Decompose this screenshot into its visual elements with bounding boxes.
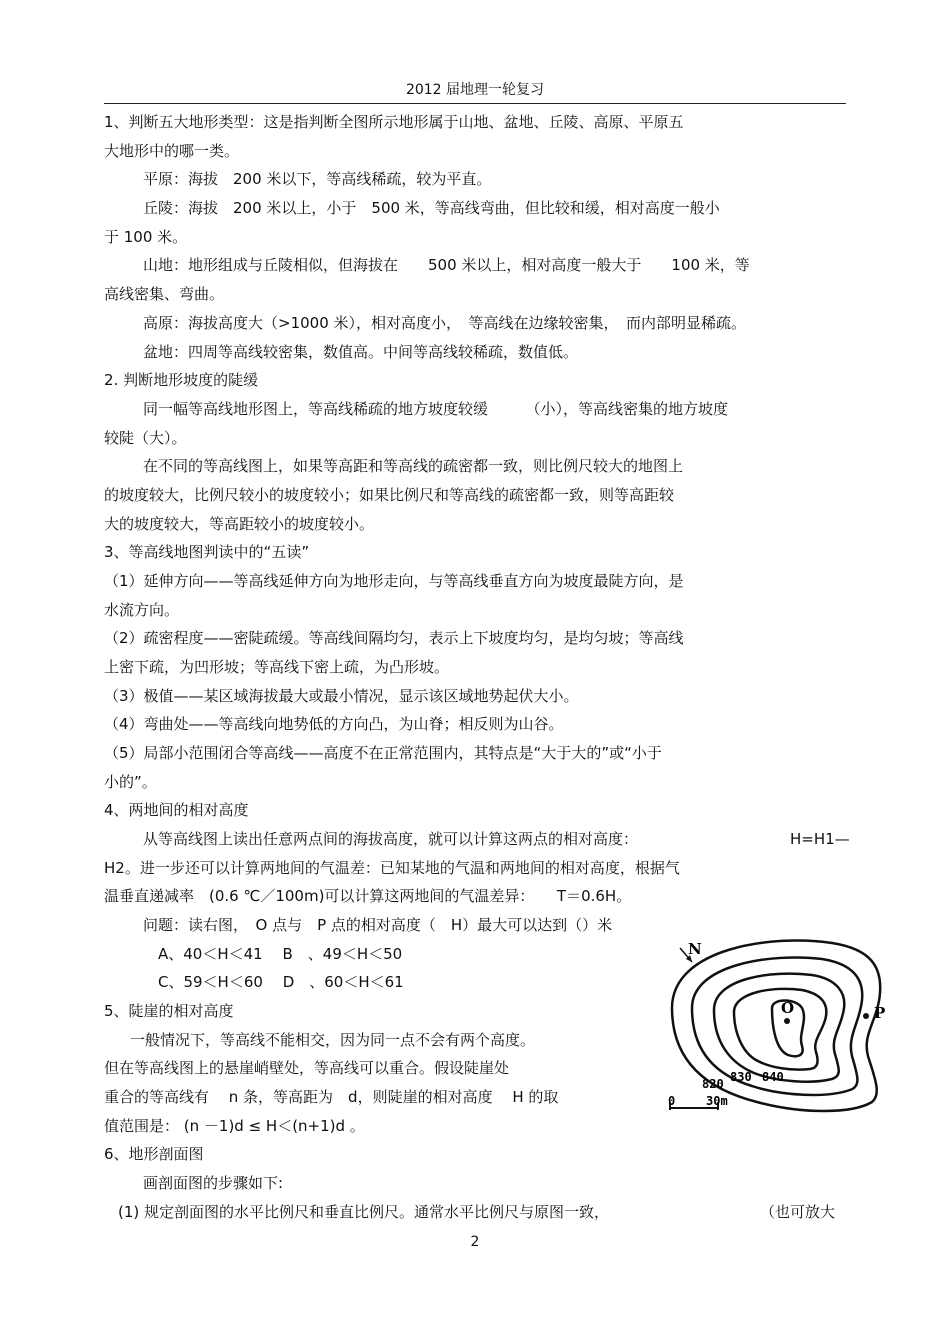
page-number: 2 [470, 1234, 480, 1250]
text-line: （3）极值——某区域海拔最大或最小情况，显示该区域地势起伏大小。 [104, 687, 579, 705]
text-line: 平原：海拔 200 米以下，等高线稀疏，较为平直。 [143, 170, 492, 188]
answer-options: C、59＜H＜60 D 、60＜H＜61 [158, 973, 404, 991]
text-line: 高线密集、弯曲。 [104, 285, 225, 303]
text-line: 水流方向。 [104, 601, 180, 619]
elevation-label-820: 820 [702, 1077, 724, 1091]
text-line: 大的坡度较大，等高距较小的坡度较小。 [104, 515, 375, 533]
text-line: （1）延伸方向——等高线延伸方向为地形走向，与等高线垂直方向为坡度最陡方向，是 [104, 572, 684, 590]
text-line: 大地形中的哪一类。 [104, 142, 240, 160]
point-o-marker [784, 1018, 790, 1024]
formula-fragment: H=H1— [790, 830, 850, 848]
scale-zero-label: 0 [668, 1094, 676, 1108]
text-line: （5）局部小范围闭合等高线——高度不在正常范围内，其特点是“大于大的”或“小于 [104, 744, 662, 762]
text-line: （也可放大 [760, 1203, 836, 1221]
text-line: (1) 规定剖面图的水平比例尺和垂直比例尺。通常水平比例尺与原图一致， [118, 1203, 610, 1221]
text-line: H2。进一步还可以计算两地间的气温差：已知某地的气温和两地间的相对高度，根据气 [104, 859, 680, 877]
section-heading: 2. 判断地形坡度的陡缓 [104, 371, 259, 389]
elevation-label-840: 840 [762, 1070, 784, 1084]
answer-options: A、40＜H＜41 B 、49＜H＜50 [158, 945, 403, 963]
text-line: 1、判断五大地形类型：这是指判断全图所示地形属于山地、盆地、丘陵、高原、平原五 [104, 113, 684, 131]
text-line: 小的”。 [104, 773, 157, 791]
text-line: 于 100 米。 [104, 228, 188, 246]
point-p-marker [863, 1013, 869, 1019]
text-line: 较陡（大）。 [104, 429, 187, 447]
text-line: 山地：地形组成与丘陵相似，但海拔在 500 米以上，相对高度一般大于 100 米，等 [143, 256, 750, 274]
text-line: 同一幅等高线地形图上，等高线稀疏的地方坡度较缓 （小），等高线密集的地方坡度 [143, 400, 729, 418]
text-line: 画剖面图的步骤如下: [143, 1174, 284, 1192]
north-label: N [688, 940, 702, 958]
text-line: 重合的等高线有 n 条，等高距为 d，则陡崖的相对高度 H 的取 [104, 1088, 559, 1106]
text-line: 从等高线图上读出任意两点间的海拔高度，就可以计算这两点的相对高度： [143, 830, 639, 848]
section-heading: 5、陡崖的相对高度 [104, 1002, 234, 1020]
section-heading: 4、两地间的相对高度 [104, 801, 249, 819]
text-line: 的坡度较大，比例尺较小的坡度较小；如果比例尺和等高线的疏密都一致，则等高距较 [104, 486, 675, 504]
text-line: 在不同的等高线图上，如果等高距和等高线的疏密都一致，则比例尺较大的地图上 [143, 457, 684, 475]
question-text: 问题：读右图， O 点与 P 点的相对高度（ H）最大可以达到（）米 [143, 916, 613, 934]
text-line: 高原：海拔高度大（>1000 米），相对高度小， 等高线在边缘较密集， 而内部明显稀疏。 [143, 314, 747, 332]
section-heading: 3、等高线地图判读中的“五读” [104, 543, 310, 561]
text-line: 盆地：四周等高线较密集，数值高。中间等高线较稀疏，数值低。 [143, 343, 579, 361]
text-line: 值范围是： (n －1)d ≤ H＜(n+1)d 。 [104, 1117, 365, 1135]
point-p-label: P [874, 1004, 886, 1022]
text-line: 丘陵：海拔 200 米以上，小于 500 米，等高线弯曲，但比较和缓，相对高度一般小 [143, 199, 720, 217]
text-line: 但在等高线图上的悬崖峭壁处，等高线可以重合。假设陡崖处 [104, 1059, 510, 1077]
text-line: 一般情况下，等高线不能相交，因为同一点不会有两个高度。 [130, 1031, 536, 1049]
text-line: （2）疏密程度——密陡疏缓。等高线间隔均匀，表示上下坡度均匀，是均匀坡；等高线 [104, 629, 684, 647]
point-o-label: O [781, 999, 795, 1017]
text-line: 上密下疏，为凹形坡；等高线下密上疏，为凸形坡。 [104, 658, 450, 676]
text-line: 温垂直递减率 (0.6 ℃／100m)可以计算这两地间的气温差异： T＝0.6H。 [104, 887, 632, 905]
header-rule [104, 103, 846, 104]
scale-end-label: 30m [706, 1094, 728, 1108]
elevation-label-830: 830 [730, 1070, 752, 1084]
running-header: 2012 届地理一轮复习 [405, 82, 545, 98]
contour-map-figure [662, 938, 902, 1118]
text-line: （4）弯曲处——等高线向地势低的方向凸，为山脊；相反则为山谷。 [104, 715, 564, 733]
section-heading: 6、地形剖面图 [104, 1145, 204, 1163]
